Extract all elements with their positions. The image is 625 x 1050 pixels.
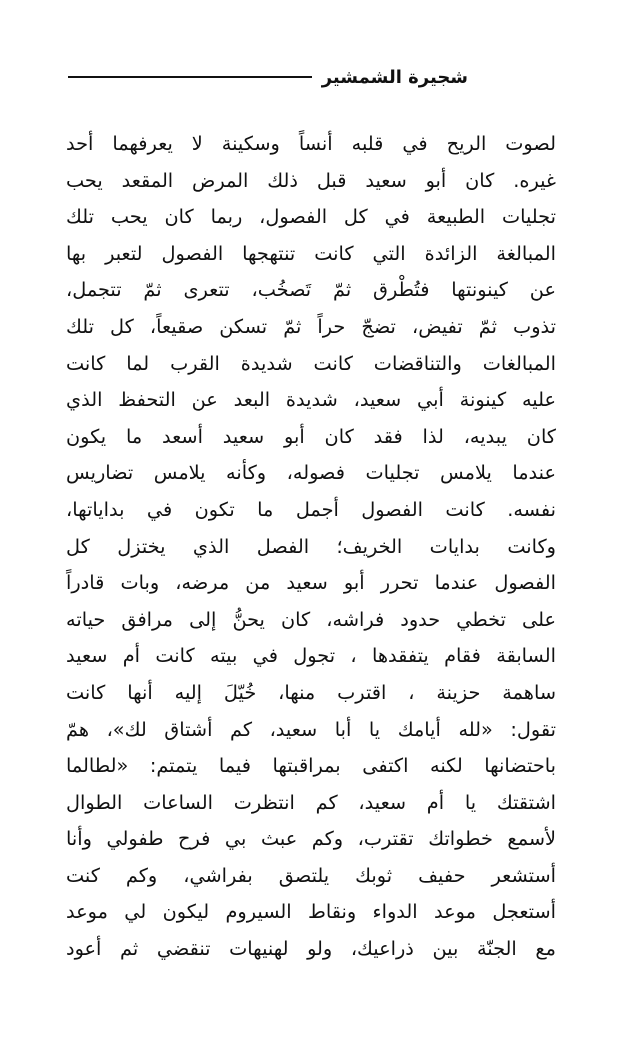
- text-line: المبالغات والتناقضات كانت شديدة القرب لما كانت: [66, 351, 556, 375]
- text-line: أستعجل موعد الدواء ونقاط السيروم ليكون لي موعد: [66, 900, 556, 924]
- text-line: مع الجنّة بين ذراعيك، ولو لهنيهات تنقضي ثم أعود: [66, 937, 556, 961]
- text-line: لأسمع خطواتك تقترب، وكم عبث بي فرح طفولي وأنا: [66, 827, 556, 851]
- text-line: أستشعر حفيف ثوبك يلتصق بفراشي، وكم كنت: [66, 863, 556, 887]
- body-text: [66, 126, 556, 968]
- text-line: نفسه. كانت الفصول أجمل ما تكون في بداياتها،: [66, 497, 556, 521]
- text-line: عندما يلامس تجليات فصوله، وكأنه يلامس تضاريس: [66, 461, 556, 485]
- text-line: السابقة فقام يتفقدها ، تجول في بيته كانت أم سعيد: [66, 644, 556, 668]
- text-line: عن كينونتها فتُطْرق ثمّ تَصخُب، تتعرى ثمّ تتجمل،: [66, 278, 556, 302]
- text-line: عليه كينونة أبي سعيد، شديدة البعد عن التحفظ الذي: [66, 388, 556, 412]
- text-line: المبالغة الزائدة التي كانت تنتهجها الفصول لتعبر بها: [66, 241, 556, 265]
- running-header: [68, 62, 468, 92]
- text-line: لصوت الريح في قلبه أنساً وسكينة لا يعرفهما أحد: [66, 132, 556, 155]
- text-line: وكانت بدايات الخريف؛ الفصل الذي يختزل كل: [66, 534, 556, 558]
- text-line: تقول: «لله أيامك يا أبا سعيد، كم أشتاق لك»، همّ: [66, 717, 556, 741]
- text-line: تجليات الطبيعة في كل الفصول، ربما كان يحب تلك: [66, 205, 556, 229]
- text-line: باحتضانها لكنه اكتفى بمراقبتها فيما يتمتم: «لطالما: [66, 754, 556, 778]
- text-line: ساهمة حزينة ، اقترب منها، خُيّلَ إليه أنها كانت: [66, 680, 556, 704]
- text-line: غيره. كان أبو سعيد قبل ذلك المرض المقعد يحب: [66, 168, 556, 192]
- text-line: الفصول عندما تحرر أبو سعيد من مرضه، وبات قادراً: [66, 571, 556, 595]
- header-rule: [68, 76, 312, 78]
- text-line: على تخطي حدود فراشه، كان يحنُّ إلى مرافق حياته: [66, 607, 556, 631]
- text-line: اشتقتك يا أم سعيد، كم انتظرت الساعات الطوال: [66, 790, 556, 814]
- text-line: كان يبديه، لذا فقد كان أبو سعيد أسعد ما يكون: [66, 424, 556, 448]
- text-line: تذوب ثمّ تفيض، تضجّ حراً ثمّ تسكن صقيعاً، كل تلك: [66, 314, 556, 338]
- chapter-title: شجيرة الشمشير: [321, 66, 468, 88]
